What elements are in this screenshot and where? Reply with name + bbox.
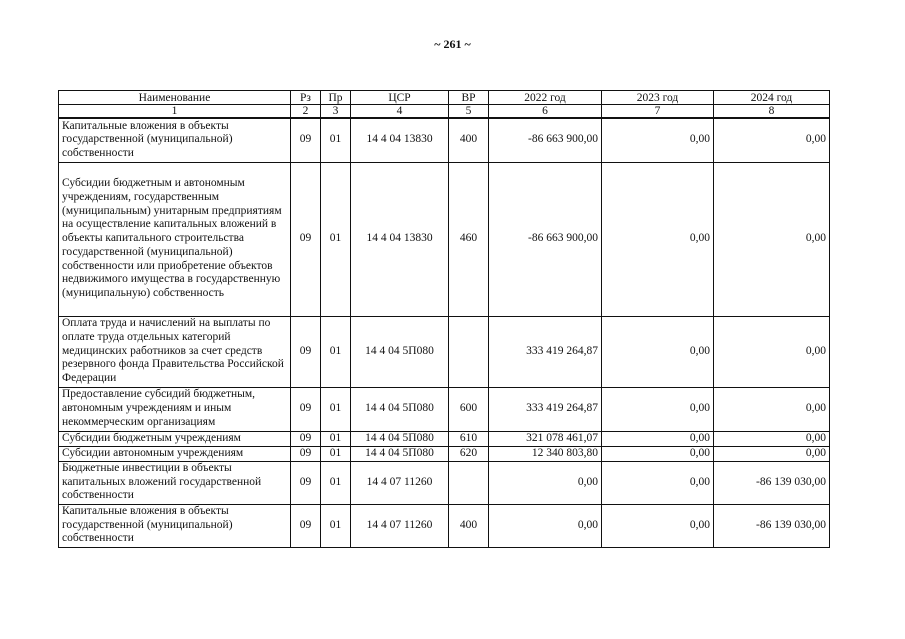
row-name: Бюджетные инвестиции в объекты капитальных вложений государственной собственности <box>59 461 291 504</box>
row-2023: 0,00 <box>602 461 714 504</box>
column-number: 8 <box>714 105 830 119</box>
header-pr: Пр <box>321 91 351 105</box>
row-2022: 0,00 <box>489 504 602 547</box>
row-pr: 01 <box>321 504 351 547</box>
row-2024: 0,00 <box>714 446 830 461</box>
table-body <box>59 118 830 547</box>
row-pr: 01 <box>321 461 351 504</box>
row-vr: 400 <box>449 504 489 547</box>
row-2024: 0,00 <box>714 431 830 446</box>
row-name: Капитальные вложения в объекты государственной (муниципальной) собственности <box>59 118 291 162</box>
column-number: 4 <box>351 105 449 119</box>
row-name: Субсидии бюджетным и автономным учреждениям, государственным (муниципальным) унитарным предприятиям на осуществление капитальных вложений в объекты капитального строительства государственной (муниципальной) собственности или приобретение объектов недвижимого имущества в государственную (муниципальную) собственность <box>59 162 291 316</box>
row-2024: -86 139 030,00 <box>714 504 830 547</box>
row-vr: 600 <box>449 387 489 431</box>
header-2024: 2024 год <box>714 91 830 105</box>
table-row <box>59 387 830 431</box>
header-2023: 2023 год <box>602 91 714 105</box>
table-row <box>59 162 830 316</box>
row-vr <box>449 316 489 387</box>
row-2023: 0,00 <box>602 504 714 547</box>
column-number: 2 <box>291 105 321 119</box>
row-csr: 14 4 07 11260 <box>351 461 449 504</box>
row-name: Оплата труда и начислений на выплаты по оплате труда отдельных категорий медицинских работников за счет средств резервного фонда Правительства Российской Федерации <box>59 316 291 387</box>
row-rz: 09 <box>291 431 321 446</box>
row-2022: 12 340 803,80 <box>489 446 602 461</box>
row-csr: 14 4 04 5П080 <box>351 316 449 387</box>
row-name: Капитальные вложения в объекты государственной (муниципальной) собственности <box>59 504 291 547</box>
row-rz: 09 <box>291 504 321 547</box>
header-csr: ЦСР <box>351 91 449 105</box>
row-2022: 321 078 461,07 <box>489 431 602 446</box>
row-2022: -86 663 900,00 <box>489 118 602 162</box>
row-vr: 460 <box>449 162 489 316</box>
row-csr: 14 4 04 5П080 <box>351 431 449 446</box>
column-number: 5 <box>449 105 489 119</box>
page-number: ~ 261 ~ <box>434 37 471 51</box>
row-2022: -86 663 900,00 <box>489 162 602 316</box>
header-2022: 2022 год <box>489 91 602 105</box>
header-name: Наименование <box>59 91 291 105</box>
row-rz: 09 <box>291 446 321 461</box>
row-rz: 09 <box>291 316 321 387</box>
column-number: 3 <box>321 105 351 119</box>
row-2024: 0,00 <box>714 118 830 162</box>
row-2023: 0,00 <box>602 316 714 387</box>
row-pr: 01 <box>321 316 351 387</box>
column-number: 1 <box>59 105 291 119</box>
row-pr: 01 <box>321 387 351 431</box>
table-row <box>59 504 830 547</box>
table-row <box>59 316 830 387</box>
row-rz: 09 <box>291 118 321 162</box>
row-2024: 0,00 <box>714 162 830 316</box>
row-2022: 333 419 264,87 <box>489 387 602 431</box>
table-row <box>59 431 830 446</box>
column-number: 7 <box>602 105 714 119</box>
row-pr: 01 <box>321 162 351 316</box>
table-row <box>59 446 830 461</box>
row-name: Субсидии автономным учреждениям <box>59 446 291 461</box>
header-vr: ВР <box>449 91 489 105</box>
row-2024: -86 139 030,00 <box>714 461 830 504</box>
row-vr <box>449 461 489 504</box>
row-name: Предоставление субсидий бюджетным, автономным учреждениям и иным некоммерческим организациям <box>59 387 291 431</box>
budget-table <box>58 90 830 548</box>
table-row <box>59 118 830 162</box>
row-2023: 0,00 <box>602 431 714 446</box>
row-pr: 01 <box>321 118 351 162</box>
row-csr: 14 4 04 5П080 <box>351 387 449 431</box>
row-pr: 01 <box>321 431 351 446</box>
row-2024: 0,00 <box>714 387 830 431</box>
row-pr: 01 <box>321 446 351 461</box>
row-2023: 0,00 <box>602 446 714 461</box>
row-csr: 14 4 04 13830 <box>351 162 449 316</box>
column-number: 6 <box>489 105 602 119</box>
column-number-row <box>59 105 830 119</box>
row-csr: 14 4 04 13830 <box>351 118 449 162</box>
row-csr: 14 4 07 11260 <box>351 504 449 547</box>
row-2024: 0,00 <box>714 316 830 387</box>
header-rz: Рз <box>291 91 321 105</box>
row-rz: 09 <box>291 162 321 316</box>
row-rz: 09 <box>291 461 321 504</box>
row-2023: 0,00 <box>602 387 714 431</box>
row-2022: 0,00 <box>489 461 602 504</box>
row-2023: 0,00 <box>602 162 714 316</box>
row-2023: 0,00 <box>602 118 714 162</box>
row-2022: 333 419 264,87 <box>489 316 602 387</box>
table-header <box>59 91 830 119</box>
header-row <box>59 91 830 105</box>
row-rz: 09 <box>291 387 321 431</box>
row-vr: 620 <box>449 446 489 461</box>
row-vr: 610 <box>449 431 489 446</box>
row-name: Субсидии бюджетным учреждениям <box>59 431 291 446</box>
row-vr: 400 <box>449 118 489 162</box>
row-csr: 14 4 04 5П080 <box>351 446 449 461</box>
table-row <box>59 461 830 504</box>
